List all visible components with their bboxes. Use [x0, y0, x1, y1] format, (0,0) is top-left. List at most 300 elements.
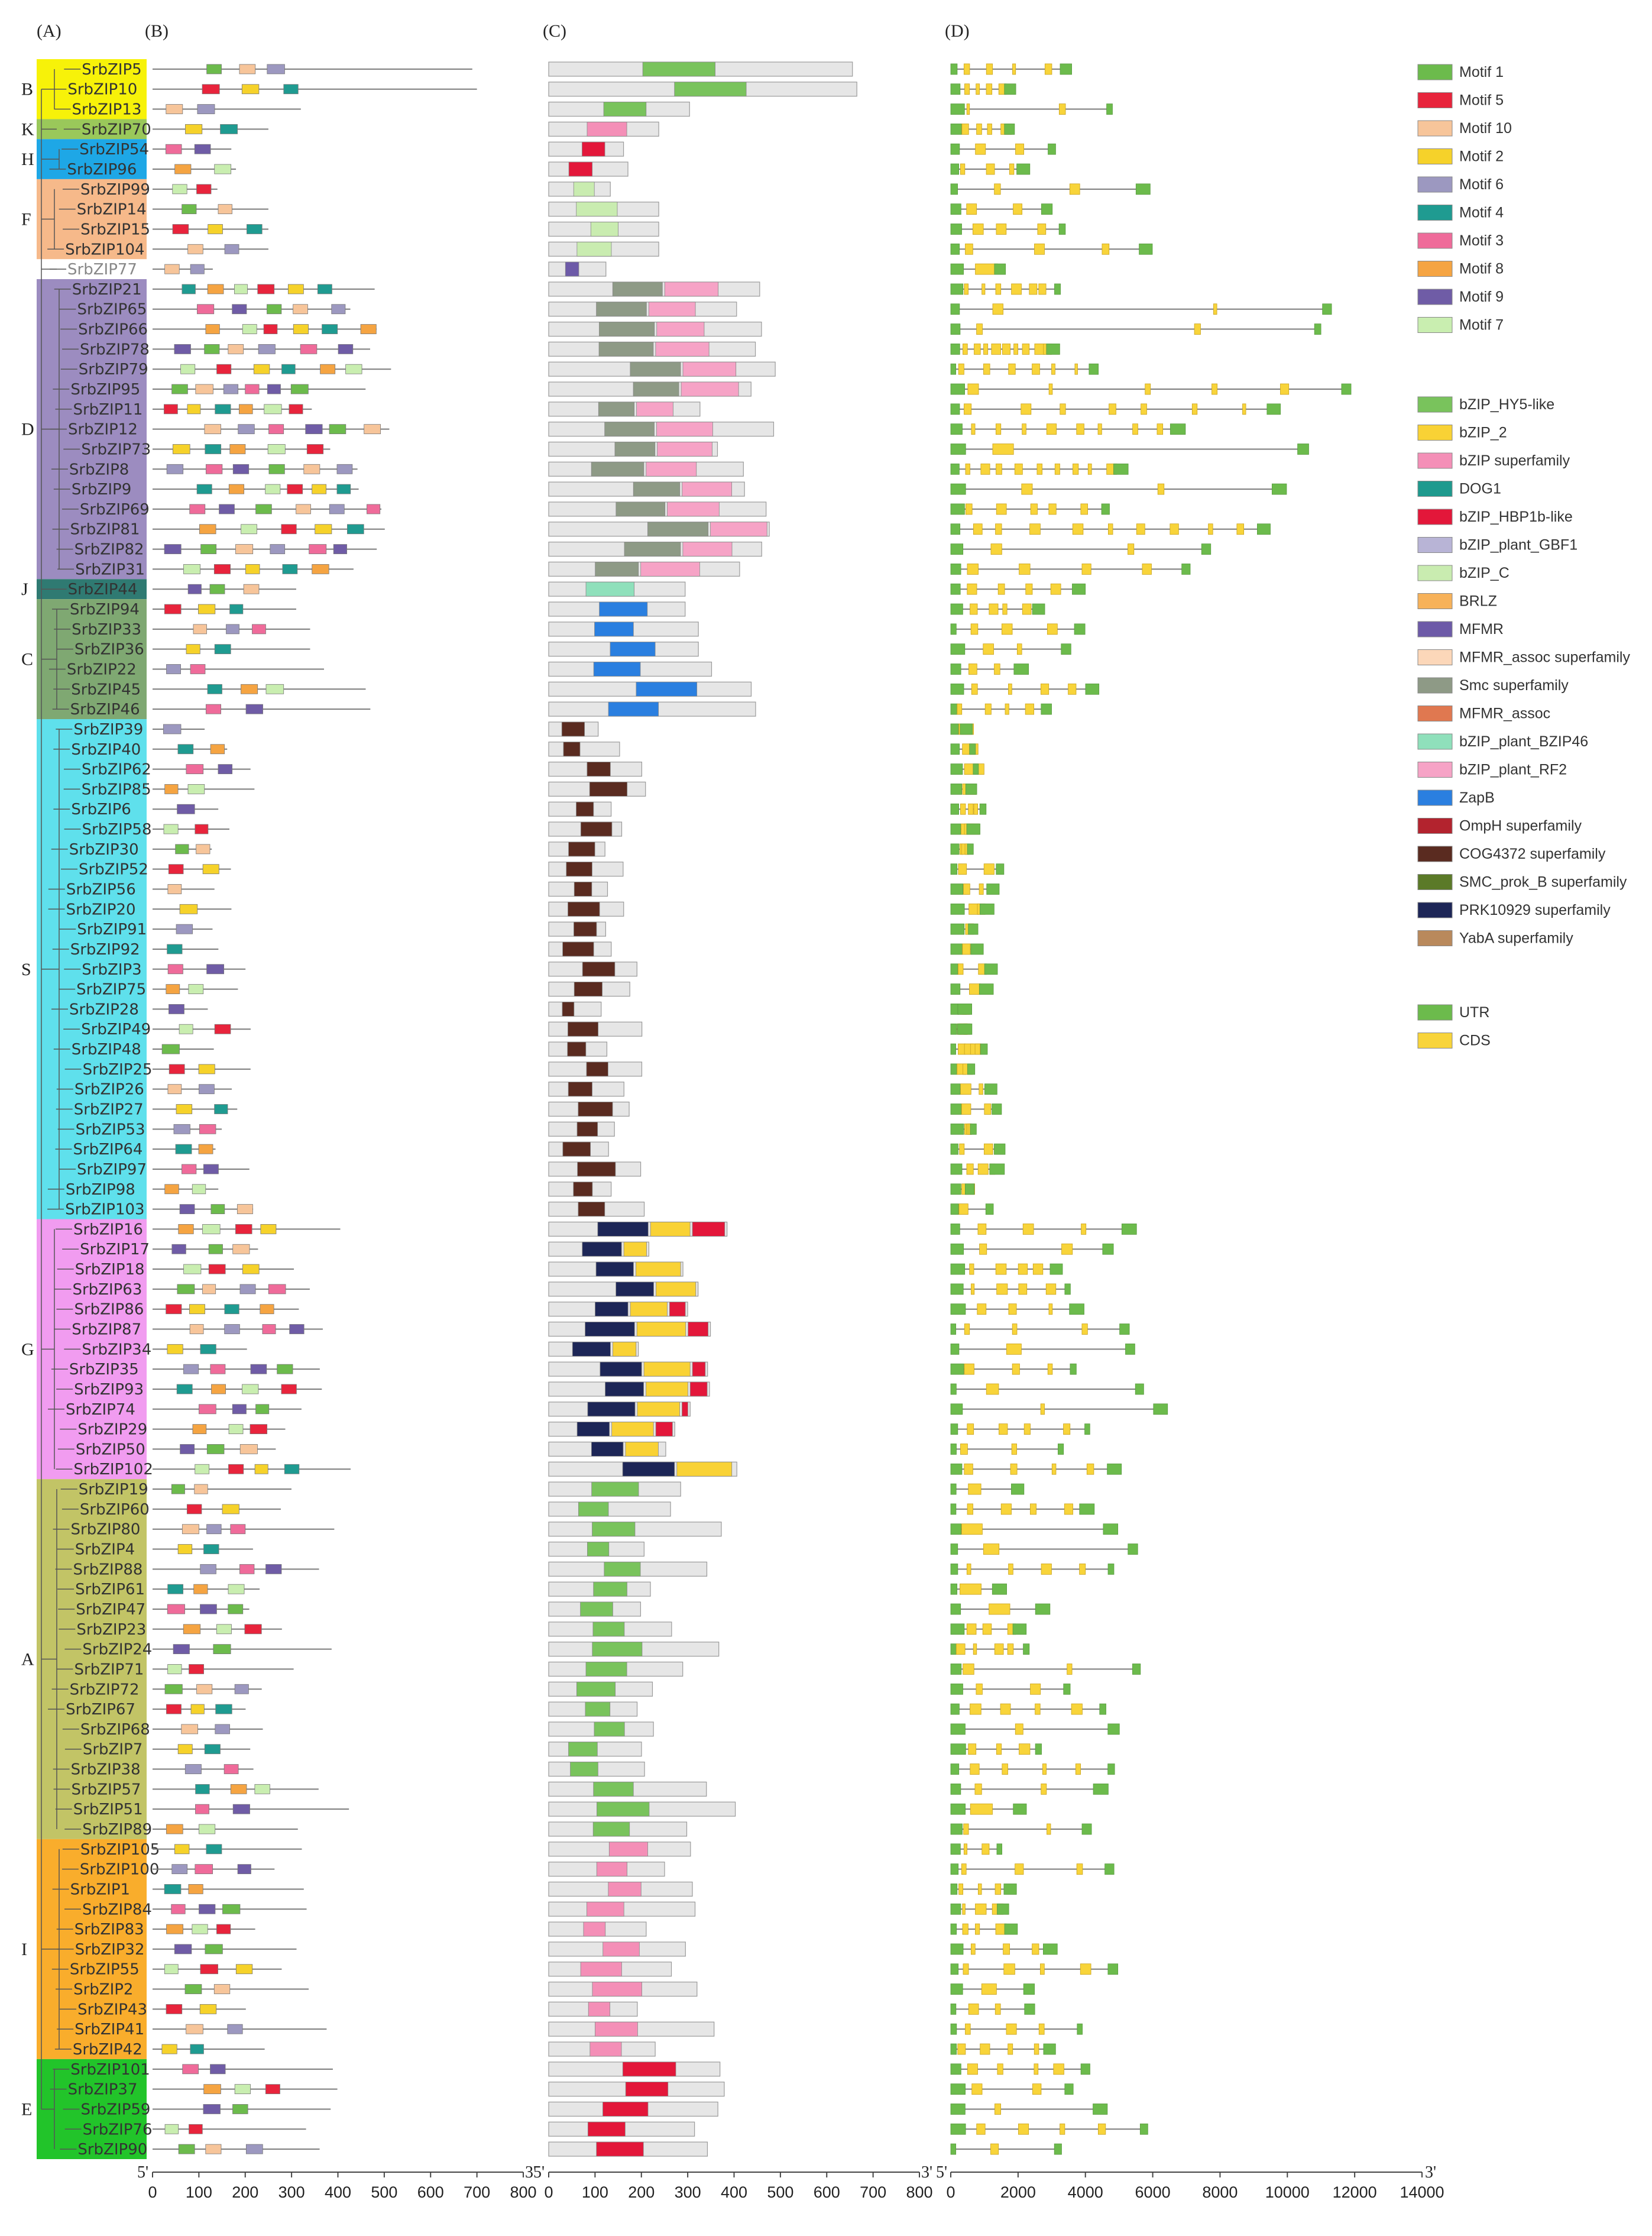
utr-box — [1314, 324, 1321, 335]
domain-box — [581, 822, 612, 836]
motif-box — [169, 1064, 184, 1074]
utr-box — [951, 344, 960, 354]
motif-box — [307, 444, 323, 454]
motif-box — [223, 384, 238, 394]
utr-box — [1047, 344, 1060, 354]
cds-box — [971, 624, 978, 635]
gene-label: SrbZIP53 — [75, 1121, 145, 1139]
cds-box — [1010, 1464, 1017, 1474]
cds-box — [956, 1644, 965, 1655]
utr-box — [951, 144, 960, 154]
utr-box — [951, 1924, 957, 1934]
motif-box — [199, 525, 216, 534]
cds-box — [960, 1144, 964, 1154]
cds-box — [1280, 384, 1288, 394]
motif-box — [182, 284, 196, 294]
domain-box — [603, 1942, 640, 1956]
cds-box — [1088, 464, 1091, 474]
cds-box — [1032, 2084, 1041, 2095]
cds-box — [1082, 564, 1091, 574]
cds-box — [1009, 164, 1014, 174]
motif-box — [179, 1224, 193, 1234]
cds-box — [1141, 404, 1147, 415]
gene-label: SrbZIP89 — [82, 1820, 153, 1839]
domain-box — [603, 2102, 647, 2116]
motif-box — [233, 1804, 250, 1814]
domain-box — [578, 1162, 616, 1176]
motif-box — [218, 205, 232, 214]
cds-box — [979, 1084, 983, 1095]
domain-box — [613, 282, 662, 296]
domain-box — [692, 1222, 725, 1236]
legend-label: COG4372 superfamily — [1459, 846, 1606, 862]
domain-box — [592, 1982, 642, 1996]
motif-box — [205, 344, 219, 354]
cds-box — [977, 324, 983, 335]
utr-box — [1070, 1364, 1076, 1374]
motif-box — [204, 1545, 219, 1554]
utr-box — [1043, 1944, 1057, 1955]
gene-label: SrbZIP4 — [74, 1541, 135, 1559]
domain-box — [587, 122, 627, 136]
utr-box — [970, 1124, 976, 1134]
domain-box — [643, 62, 715, 76]
domain-box — [682, 482, 732, 496]
legend-swatch — [1418, 762, 1452, 778]
domain-box — [626, 1442, 659, 1456]
utr-box — [951, 244, 960, 254]
cds-box — [964, 64, 970, 75]
motif-box — [172, 384, 188, 394]
cds-box — [1015, 144, 1023, 154]
domain-box — [598, 1222, 648, 1236]
cds-box — [977, 1304, 986, 1315]
motif-box — [205, 444, 221, 454]
motif-box — [318, 284, 332, 294]
domain-box — [596, 1262, 633, 1276]
domain-box — [675, 82, 746, 96]
cds-box — [1064, 1424, 1070, 1435]
domain-box — [577, 242, 611, 256]
legend-swatch — [1418, 64, 1452, 80]
utr-box — [951, 1244, 964, 1254]
utr-box — [1072, 584, 1085, 594]
motif-box — [166, 1305, 182, 1314]
cds-box — [1041, 1564, 1051, 1574]
motif-box — [180, 1205, 195, 1214]
utr-box — [992, 1584, 1006, 1594]
cds-box — [966, 244, 973, 254]
utr-box — [1085, 1424, 1090, 1435]
cds-box — [1019, 1744, 1029, 1755]
motif-box — [167, 1924, 183, 1934]
gene-label: SrbZIP61 — [75, 1581, 145, 1599]
axis-tick-label: 100 — [185, 2183, 212, 2201]
gene-label: SrbZIP60 — [79, 1500, 150, 1519]
utr-box — [951, 624, 956, 635]
domain-box — [578, 1502, 608, 1516]
motif-box — [293, 305, 308, 314]
domain-box — [566, 862, 592, 876]
cds-box — [982, 1844, 989, 1855]
cds-box — [996, 284, 1001, 295]
motif-box — [215, 1105, 228, 1114]
utr-box — [1154, 1404, 1168, 1415]
motif-box — [176, 1105, 192, 1114]
gene-label: SrbZIP8 — [69, 461, 129, 479]
cds-box — [1128, 544, 1133, 555]
utr-box — [1257, 524, 1270, 535]
domain-box — [576, 802, 594, 816]
motif-box — [203, 1284, 216, 1294]
cds-box — [1081, 504, 1088, 514]
motif-box — [268, 1284, 286, 1294]
legend-label: bZIP_2 — [1459, 424, 1507, 441]
utr-box — [951, 1264, 965, 1274]
axis-tick-label: 0 — [148, 2183, 157, 2201]
gene-label: SrbZIP40 — [71, 740, 141, 759]
cds-box — [964, 1824, 968, 1834]
utr-box — [951, 1544, 958, 1555]
domain-box — [591, 222, 618, 236]
legend-swatch — [1418, 453, 1452, 468]
gene-label: SrbZIP66 — [78, 321, 148, 339]
domain-box — [656, 422, 712, 436]
motif-box — [192, 1924, 208, 1934]
axis-motif-end-label: 3' — [525, 2163, 537, 2182]
gene-label: SrbZIP5 — [82, 60, 142, 79]
utr-box — [951, 304, 960, 315]
cds-box — [961, 1524, 982, 1535]
motif-box — [166, 105, 183, 114]
motif-box — [245, 1625, 261, 1634]
cds-box — [1243, 404, 1246, 415]
axis-tick-label: 300 — [674, 2183, 701, 2201]
axis-tick-label: 4000 — [1067, 2183, 1103, 2201]
domain-box — [577, 1422, 610, 1436]
motif-box — [264, 325, 277, 334]
legend-label: PRK10929 superfamily — [1459, 902, 1611, 918]
utr-box — [951, 2084, 966, 2095]
motif-box — [205, 1745, 220, 1754]
utr-box — [1105, 1864, 1115, 1875]
legend-label: bZIP_plant_GBF1 — [1459, 536, 1578, 554]
gene-label: SrbZIP37 — [67, 2080, 138, 2099]
gene-label: SrbZIP22 — [66, 661, 137, 679]
domain-box — [605, 1382, 644, 1396]
cds-box — [1032, 364, 1040, 374]
motif-box — [196, 1784, 210, 1794]
cds-box — [977, 124, 982, 134]
cds-box — [1046, 1284, 1056, 1295]
axis-tick-label: 600 — [813, 2183, 840, 2201]
domain-box — [644, 1362, 690, 1376]
cds-box — [1068, 684, 1076, 694]
gene-label: SrbZIP57 — [71, 1781, 141, 1799]
gene-label: SrbZIP85 — [81, 781, 151, 799]
cds-box — [1049, 384, 1052, 394]
motif-box — [231, 1525, 245, 1534]
motif-box — [247, 224, 262, 234]
utr-box — [951, 1064, 957, 1075]
cds-box — [1022, 484, 1032, 494]
cds-box — [978, 1224, 986, 1234]
motif-box — [195, 1865, 213, 1874]
cds-box — [1064, 1504, 1073, 1515]
domain-box — [688, 1322, 708, 1337]
motif-box — [197, 484, 212, 494]
domain-box — [594, 662, 640, 676]
domain-box — [594, 1582, 627, 1596]
cds-box — [971, 424, 975, 435]
cds-box — [980, 2044, 990, 2054]
domain-box — [595, 1302, 629, 1316]
gene-label: SrbZIP79 — [78, 361, 148, 379]
cds-box — [996, 504, 1006, 514]
motif-box — [178, 1745, 192, 1754]
motif-box — [245, 564, 260, 574]
motif-box — [214, 564, 230, 574]
domain-box — [681, 382, 738, 396]
legend-label: Motif 8 — [1459, 260, 1504, 277]
gene-label: SrbZIP97 — [77, 1160, 147, 1179]
domain-box — [600, 1362, 642, 1376]
utr-box — [951, 864, 957, 875]
utr-box — [1048, 144, 1056, 154]
cds-box — [1022, 424, 1026, 435]
motif-box — [196, 844, 210, 854]
gene-label: SrbZIP2 — [73, 1981, 134, 1999]
domain-box — [598, 402, 634, 416]
utr-box — [1050, 1264, 1063, 1274]
cds-box — [966, 464, 970, 474]
legend-label: MFMR_assoc — [1459, 705, 1551, 722]
utr-box — [951, 1824, 963, 1834]
gene-label: SrbZIP101 — [70, 2060, 150, 2079]
motif-box — [270, 545, 285, 554]
utr-box — [1135, 1384, 1144, 1394]
motif-box — [173, 224, 189, 234]
motif-box — [228, 1464, 243, 1474]
motif-box — [224, 1765, 238, 1774]
axis-motif — [137, 2163, 537, 2201]
legend-swatch — [1418, 902, 1452, 918]
gene-label: SrbZIP86 — [74, 1300, 144, 1319]
cds-box — [1015, 1864, 1023, 1875]
gene-label: SrbZIP104 — [65, 241, 145, 259]
motif-box — [192, 1185, 206, 1194]
motif-box — [288, 284, 303, 294]
domain-box — [677, 1462, 732, 1476]
cds-box — [1033, 1264, 1043, 1274]
cds-box — [1080, 1964, 1091, 1975]
clade-label: F — [21, 209, 31, 229]
cds-box — [1077, 1864, 1083, 1875]
motif-box — [189, 1305, 205, 1314]
motif-box — [200, 1965, 218, 1974]
motif-box — [164, 1884, 181, 1894]
gene-label: SrbZIP30 — [69, 840, 139, 859]
cds-box — [1040, 1964, 1044, 1975]
cds-box — [967, 1564, 971, 1574]
motif-box — [235, 1224, 252, 1234]
gene-label: SrbZIP75 — [76, 981, 147, 999]
motif-box — [190, 1325, 203, 1334]
utr-box — [1107, 1464, 1122, 1474]
utr-box — [1065, 1284, 1071, 1295]
domain-box — [576, 1682, 615, 1696]
cds-box — [1001, 1504, 1011, 1515]
gene-label: SrbZIP56 — [66, 881, 136, 899]
cds-box — [1055, 464, 1060, 474]
cds-box — [1019, 564, 1031, 574]
gene-label: SrbZIP105 — [80, 1840, 160, 1859]
utr-box — [1113, 464, 1128, 474]
domain-box — [604, 102, 646, 117]
cds-box — [968, 804, 973, 814]
utr-box — [980, 804, 986, 814]
motif-box — [231, 1784, 247, 1794]
cds-box — [1081, 1224, 1086, 1234]
gene-label: SrbZIP102 — [73, 1461, 153, 1479]
utr-box — [1011, 1484, 1023, 1494]
utr-box — [994, 1144, 1005, 1154]
axis-tick-label: 700 — [464, 2183, 491, 2201]
utr-box — [1065, 2084, 1073, 2095]
domain-box — [599, 322, 654, 336]
cds-box — [1000, 1704, 1010, 1714]
motif-box — [188, 584, 201, 594]
domain-box — [616, 1282, 654, 1296]
motif-box — [185, 1765, 201, 1774]
motif-box — [232, 1405, 246, 1414]
cds-box — [995, 1884, 1001, 1894]
motif-box — [203, 1164, 218, 1174]
motif-box — [216, 1704, 232, 1714]
domain-box — [600, 602, 647, 616]
motif-box — [239, 405, 252, 414]
legend-label: bZIP_plant_RF2 — [1459, 761, 1567, 778]
legend-label: Motif 7 — [1459, 316, 1504, 334]
cds-box — [1018, 1264, 1028, 1274]
gene-label: SrbZIP98 — [65, 1180, 135, 1199]
cds-box — [1006, 2024, 1016, 2034]
utr-box — [1093, 1784, 1108, 1794]
cds-box — [1030, 1504, 1036, 1515]
motif-box — [238, 1865, 251, 1874]
utr-box — [1120, 1324, 1129, 1335]
domain-box — [608, 702, 659, 716]
cds-box — [1018, 2124, 1028, 2134]
motif-box — [208, 284, 223, 294]
cds-box — [964, 284, 968, 295]
motif-box — [200, 2004, 216, 2014]
utr-box — [1077, 2024, 1083, 2034]
cds-box — [974, 804, 978, 814]
cds-box — [1022, 344, 1029, 354]
motif-box — [174, 1944, 192, 1954]
motif-box — [216, 1625, 231, 1634]
motif-box — [256, 1405, 269, 1414]
domain-box — [563, 742, 580, 756]
motif-box — [211, 1205, 225, 1214]
motif-box — [177, 1384, 192, 1394]
utr-box — [1058, 1444, 1063, 1454]
domain-box — [593, 1622, 624, 1636]
utr-box — [1102, 504, 1109, 514]
cds-box — [1032, 1944, 1039, 1955]
motif-box — [197, 105, 215, 114]
domain-box — [711, 522, 767, 536]
clade-label: C — [21, 649, 34, 669]
motif-box — [190, 664, 205, 674]
cds-box — [1075, 364, 1078, 374]
clade-label: G — [21, 1339, 34, 1360]
axis-tick-label: 10000 — [1265, 2183, 1310, 2201]
axis-tick-label: 300 — [278, 2183, 305, 2201]
motif-box — [235, 1684, 248, 1694]
motif-box — [193, 1425, 206, 1434]
utr-box — [951, 1944, 963, 1955]
domain-box — [615, 442, 655, 456]
utr-box — [951, 964, 958, 975]
gene-label: SrbZIP87 — [72, 1321, 142, 1339]
motif-box — [199, 1124, 216, 1134]
utr-box — [1054, 2144, 1061, 2154]
motif-box — [237, 1205, 252, 1214]
legend-swatch — [1418, 706, 1452, 721]
motif-box — [207, 1444, 224, 1454]
utr-box — [992, 1104, 1002, 1115]
motif-box — [346, 364, 362, 374]
legend-swatch — [1418, 565, 1452, 581]
cds-box — [960, 1584, 981, 1594]
cds-box — [1102, 244, 1109, 254]
domain-box — [568, 1022, 598, 1036]
utr-box — [951, 2124, 966, 2134]
utr-box — [951, 384, 965, 394]
clade-label: H — [21, 150, 34, 170]
cds-box — [995, 664, 1000, 674]
gene-label: SrbZIP7 — [82, 1740, 143, 1759]
motif-box — [338, 344, 353, 354]
utr-box — [951, 104, 964, 115]
motif-box — [196, 384, 213, 394]
utr-box — [951, 824, 961, 834]
cds-box — [987, 124, 992, 134]
panel-label-b: (B) — [145, 21, 169, 41]
motif-box — [242, 325, 257, 334]
motif-box — [205, 425, 221, 434]
axis-tick-label: 2000 — [1000, 2183, 1036, 2201]
utr-box — [951, 1884, 957, 1894]
domain-box — [571, 1762, 598, 1776]
motif-box — [199, 1824, 215, 1834]
cds-box — [1062, 1244, 1073, 1254]
motif-box — [176, 844, 189, 854]
utr-box — [1272, 484, 1287, 494]
domain-box — [630, 362, 681, 376]
domain-box — [649, 302, 695, 316]
domain-box — [624, 1242, 646, 1256]
gene-label: SrbZIP26 — [74, 1080, 144, 1099]
gene-label: SrbZIP28 — [69, 1001, 139, 1019]
utr-box — [951, 1524, 961, 1535]
cds-box — [1039, 284, 1046, 295]
legend-swatch — [1418, 931, 1452, 946]
cds-box — [1041, 1784, 1047, 1794]
cds-box — [958, 2044, 966, 2054]
